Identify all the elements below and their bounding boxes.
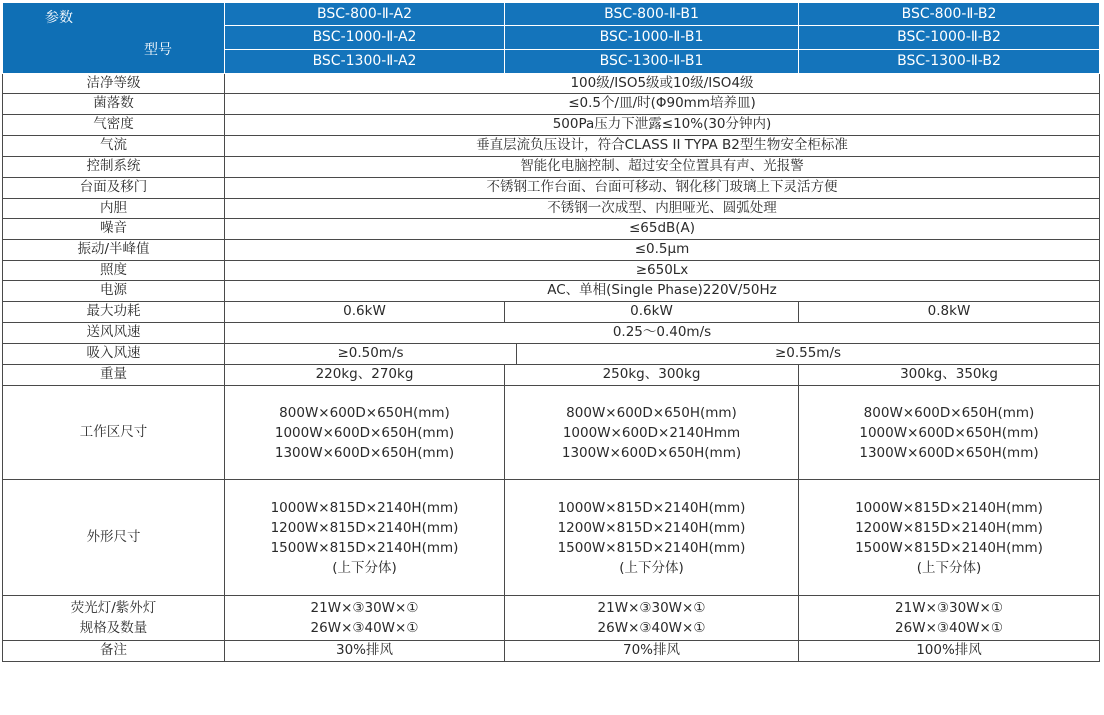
row-value: ≥0.50m/s (225, 344, 517, 365)
row-value: ≤0.5个/皿/时(Φ90mm培养皿) (225, 94, 1100, 115)
model-cell: BSC-1000-Ⅱ-A2 (225, 26, 505, 50)
row-label: 噪音 (3, 219, 225, 240)
lamp-line: 21W×③30W×① (310, 600, 419, 616)
lamp-line: 21W×③30W×① (895, 600, 1003, 616)
size-line: 1000W×815D×2140H(mm) (557, 499, 746, 516)
header-param-label: 参数 (45, 9, 73, 26)
row-label: 照度 (3, 261, 225, 281)
row-value (799, 596, 1100, 641)
row-value: ≥0.55m/s (517, 344, 1100, 365)
lamp-line: 21W×③30W×① (597, 600, 706, 616)
row-inflow-speed (3, 344, 1100, 365)
row-value (225, 596, 505, 641)
row-value (799, 386, 1100, 480)
spec-table-wrapper (2, 2, 1099, 662)
model-cell: BSC-800-Ⅱ-B1 (505, 3, 799, 26)
row-value (225, 386, 505, 480)
row-label: 气流 (3, 136, 225, 157)
row-colonies (3, 94, 1100, 115)
size-line: 1300W×600D×650H(mm) (561, 444, 742, 461)
row-power (3, 281, 1100, 302)
row-label: 备注 (3, 641, 225, 662)
row-value: 垂直层流负压设计，符合CLASS II TYPA B2型生物安全柜标准 (225, 136, 1100, 157)
row-lamps (3, 596, 1100, 641)
row-label: 外形尺寸 (3, 480, 225, 596)
row-value: 0.6kW (225, 302, 505, 323)
row-label: 最大功耗 (3, 302, 225, 323)
row-value (799, 480, 1100, 596)
row-value (225, 480, 505, 596)
label-line: 荧光灯/紫外灯 (70, 600, 157, 616)
size-line: (上下分体) (619, 559, 684, 576)
row-value: AC、单相(Single Phase)220V/50Hz (225, 281, 1100, 302)
size-line: 1200W×815D×2140H(mm) (855, 519, 1043, 536)
row-value: 100%排风 (799, 641, 1100, 662)
label-line: 规格及数量 (79, 620, 148, 636)
model-cell: BSC-1300-Ⅱ-B2 (799, 50, 1100, 74)
row-label: 振动/半峰值 (3, 240, 225, 261)
model-cell: BSC-1300-Ⅱ-B1 (505, 50, 799, 74)
row-value (505, 596, 799, 641)
row-airtight (3, 115, 1100, 136)
row-label: 吸入风速 (3, 344, 225, 365)
row-value: 500Pa压力下泄露≤10%(30分钟内) (225, 115, 1100, 136)
row-value: 30%排风 (225, 641, 505, 662)
size-line: 1300W×600D×650H(mm) (859, 444, 1039, 461)
row-table-door (3, 178, 1100, 199)
lamp-line: 26W×③40W×① (895, 620, 1003, 636)
row-value: 智能化电脑控制、超过安全位置具有声、光报警 (225, 157, 1100, 178)
row-label: 工作区尺寸 (3, 386, 225, 480)
row-supply-speed (3, 323, 1100, 344)
row-label (3, 596, 225, 641)
row-value: 70%排风 (505, 641, 799, 662)
size-line: 800W×600D×650H(mm) (279, 404, 450, 421)
row-label: 洁净等级 (3, 74, 225, 94)
row-value: ≤65dB(A) (225, 219, 1100, 240)
row-illuminance (3, 261, 1100, 281)
size-line: 1000W×815D×2140H(mm) (855, 499, 1043, 516)
row-value: 100级/ISO5级或10级/ISO4级 (225, 74, 1100, 94)
lamp-line: 26W×③40W×① (597, 620, 706, 636)
row-liner (3, 199, 1100, 219)
size-line: 1500W×815D×2140H(mm) (855, 539, 1043, 556)
row-noise (3, 219, 1100, 240)
size-line: 800W×600D×650H(mm) (566, 404, 737, 421)
row-control (3, 157, 1100, 178)
row-value (505, 480, 799, 596)
size-line: 1500W×815D×2140H(mm) (270, 539, 459, 556)
size-line: 1200W×815D×2140H(mm) (270, 519, 459, 536)
model-cell: BSC-1000-Ⅱ-B2 (799, 26, 1100, 50)
size-line: (上下分体) (916, 559, 982, 576)
row-value: 0.6kW (505, 302, 799, 323)
size-line: 1000W×815D×2140H(mm) (270, 499, 459, 516)
model-cell: BSC-800-Ⅱ-B2 (799, 3, 1100, 26)
header-model-label: 型号 (144, 42, 172, 58)
row-vibration (3, 240, 1100, 261)
lamp-line: 26W×③40W×① (310, 620, 419, 636)
row-label: 电源 (3, 281, 225, 302)
size-line: 800W×600D×650H(mm) (863, 404, 1035, 421)
row-value: ≥650Lx (225, 261, 1100, 281)
size-line: 1500W×815D×2140H(mm) (557, 539, 746, 556)
row-value: 220kg、270kg (225, 365, 505, 386)
row-label: 台面及移门 (3, 178, 225, 199)
size-line: (上下分体) (332, 559, 397, 576)
row-label: 菌落数 (3, 94, 225, 115)
size-line: 1000W×600D×650H(mm) (859, 424, 1039, 441)
header-corner-cell (3, 3, 225, 74)
row-value: 300kg、350kg (799, 365, 1100, 386)
size-line: 1000W×600D×650H(mm) (274, 424, 455, 441)
size-line: 1000W×600D×2140Hmm (562, 424, 741, 441)
row-label: 重量 (3, 365, 225, 386)
row-value: 250kg、300kg (505, 365, 799, 386)
row-outer-size (3, 480, 1100, 596)
row-label: 控制系统 (3, 157, 225, 178)
row-label: 内胆 (3, 199, 225, 219)
size-line: 1200W×815D×2140H(mm) (557, 519, 746, 536)
row-work-area (3, 386, 1100, 480)
header-row-1 (3, 3, 1100, 26)
row-cleanliness (3, 74, 1100, 94)
row-airflow (3, 136, 1100, 157)
row-value: ≤0.5μm (225, 240, 1100, 261)
model-cell: BSC-1300-Ⅱ-A2 (225, 50, 505, 74)
row-label: 送风风速 (3, 323, 225, 344)
size-line: 1300W×600D×650H(mm) (274, 444, 455, 461)
row-value: 不锈钢工作台面、台面可移动、钢化移门玻璃上下灵活方便 (225, 178, 1100, 199)
row-notes (3, 641, 1100, 662)
model-cell: BSC-800-Ⅱ-A2 (225, 3, 505, 26)
row-value: 0.8kW (799, 302, 1100, 323)
row-weight (3, 365, 1100, 386)
row-value (505, 386, 799, 480)
row-value: 不锈钢一次成型、内胆哑光、圆弧处理 (225, 199, 1100, 219)
spec-table (2, 2, 1100, 662)
row-label: 气密度 (3, 115, 225, 136)
row-value: 0.25～0.40m/s (225, 323, 1100, 344)
model-cell: BSC-1000-Ⅱ-B1 (505, 26, 799, 50)
row-max-power (3, 302, 1100, 323)
